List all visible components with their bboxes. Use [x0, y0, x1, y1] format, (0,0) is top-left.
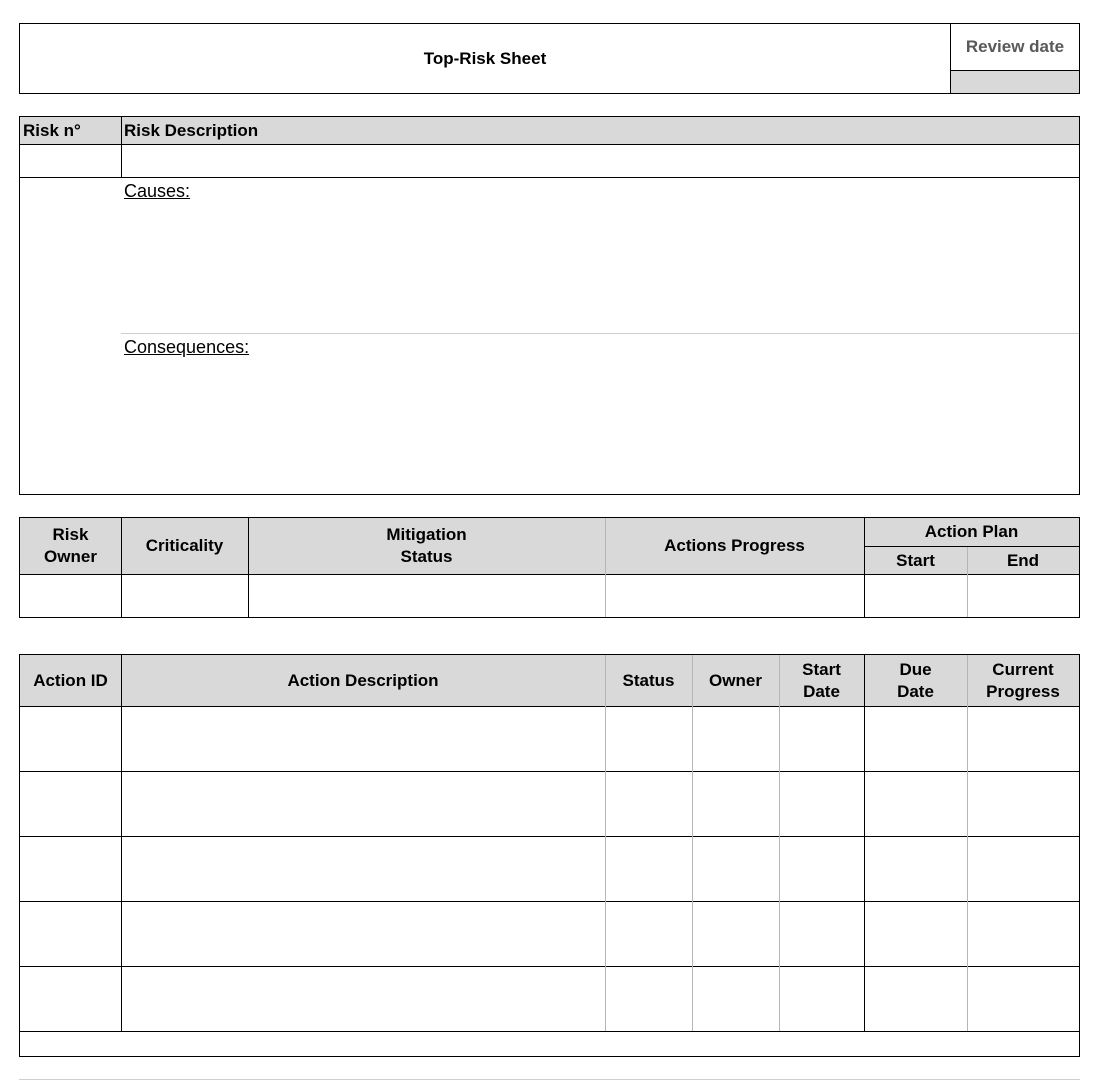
- table-cell[interactable]: [780, 967, 864, 1031]
- review-date-field[interactable]: [951, 71, 1079, 93]
- action-plan-end-field[interactable]: [968, 575, 1079, 617]
- table-cell[interactable]: [865, 837, 967, 901]
- action-description-header: Action Description: [287, 670, 439, 690]
- causes-field[interactable]: [122, 205, 1079, 333]
- table-cell[interactable]: [20, 902, 121, 966]
- table-cell[interactable]: [20, 837, 121, 901]
- table-cell[interactable]: [606, 967, 692, 1031]
- table-cell[interactable]: [780, 902, 864, 966]
- table-cell[interactable]: [20, 707, 121, 771]
- table-cell[interactable]: [20, 967, 121, 1031]
- criticality-field[interactable]: [122, 575, 248, 617]
- review-date-label: Review date: [965, 37, 1065, 56]
- table-cell[interactable]: [865, 967, 967, 1031]
- table-cell[interactable]: [780, 837, 864, 901]
- risk-number-field[interactable]: [20, 145, 121, 177]
- current-progress-header: Current Progress: [986, 659, 1060, 701]
- table-cell[interactable]: [606, 902, 692, 966]
- table-cell[interactable]: [606, 707, 692, 771]
- consequences-label: Consequences:: [124, 337, 250, 357]
- mitigation-status-header: Mitigation Status: [386, 525, 467, 566]
- status-header: Status: [622, 670, 675, 690]
- table-cell[interactable]: [122, 902, 605, 966]
- table-cell[interactable]: [606, 837, 692, 901]
- consequences-field[interactable]: [122, 361, 1079, 493]
- actions-progress-field[interactable]: [606, 575, 864, 617]
- actions-table-footer: [20, 1032, 1079, 1056]
- risk-owner-header: Risk Owner: [44, 525, 97, 566]
- criticality-header: Criticality: [145, 536, 224, 555]
- risk-owner-field[interactable]: [20, 575, 121, 617]
- table-cell[interactable]: [968, 837, 1079, 901]
- mitigation-status-field[interactable]: [249, 575, 605, 617]
- action-plan-end-header: End: [1006, 550, 1040, 570]
- table-cell[interactable]: [693, 902, 779, 966]
- table-cell[interactable]: [606, 772, 692, 836]
- table-cell[interactable]: [122, 837, 605, 901]
- table-cell[interactable]: [693, 772, 779, 836]
- table-cell[interactable]: [865, 772, 967, 836]
- table-cell[interactable]: [968, 772, 1079, 836]
- start-date-header: Start Date: [802, 659, 841, 701]
- table-cell[interactable]: [122, 967, 605, 1031]
- table-cell[interactable]: [865, 707, 967, 771]
- table-cell[interactable]: [693, 837, 779, 901]
- risk-number-header: Risk n°: [23, 121, 81, 140]
- table-cell[interactable]: [122, 772, 605, 836]
- owner-header: Owner: [709, 670, 762, 690]
- table-cell[interactable]: [968, 967, 1079, 1031]
- causes-label: Causes:: [124, 181, 191, 201]
- table-cell[interactable]: [693, 967, 779, 1031]
- due-date-header: Due Date: [897, 659, 934, 701]
- table-cell[interactable]: [122, 707, 605, 771]
- action-id-header: Action ID: [33, 670, 108, 690]
- risk-description-field[interactable]: [122, 145, 1079, 177]
- table-cell[interactable]: [865, 902, 967, 966]
- table-cell[interactable]: [693, 707, 779, 771]
- action-plan-header: Action Plan: [924, 522, 1019, 541]
- summary-subheader-divider: [864, 546, 1079, 547]
- page-title: Top-Risk Sheet: [423, 48, 547, 68]
- causes-divider: [121, 333, 1079, 334]
- action-plan-start-field[interactable]: [865, 575, 967, 617]
- table-cell[interactable]: [780, 707, 864, 771]
- table-cell[interactable]: [968, 707, 1079, 771]
- table-cell[interactable]: [968, 902, 1079, 966]
- action-plan-start-header: Start: [896, 550, 935, 570]
- table-cell[interactable]: [780, 772, 864, 836]
- risk-value-divider: [20, 177, 1079, 178]
- actions-progress-header: Actions Progress: [664, 536, 805, 555]
- risk-description-header: Risk Description: [124, 121, 259, 140]
- table-cell[interactable]: [20, 772, 121, 836]
